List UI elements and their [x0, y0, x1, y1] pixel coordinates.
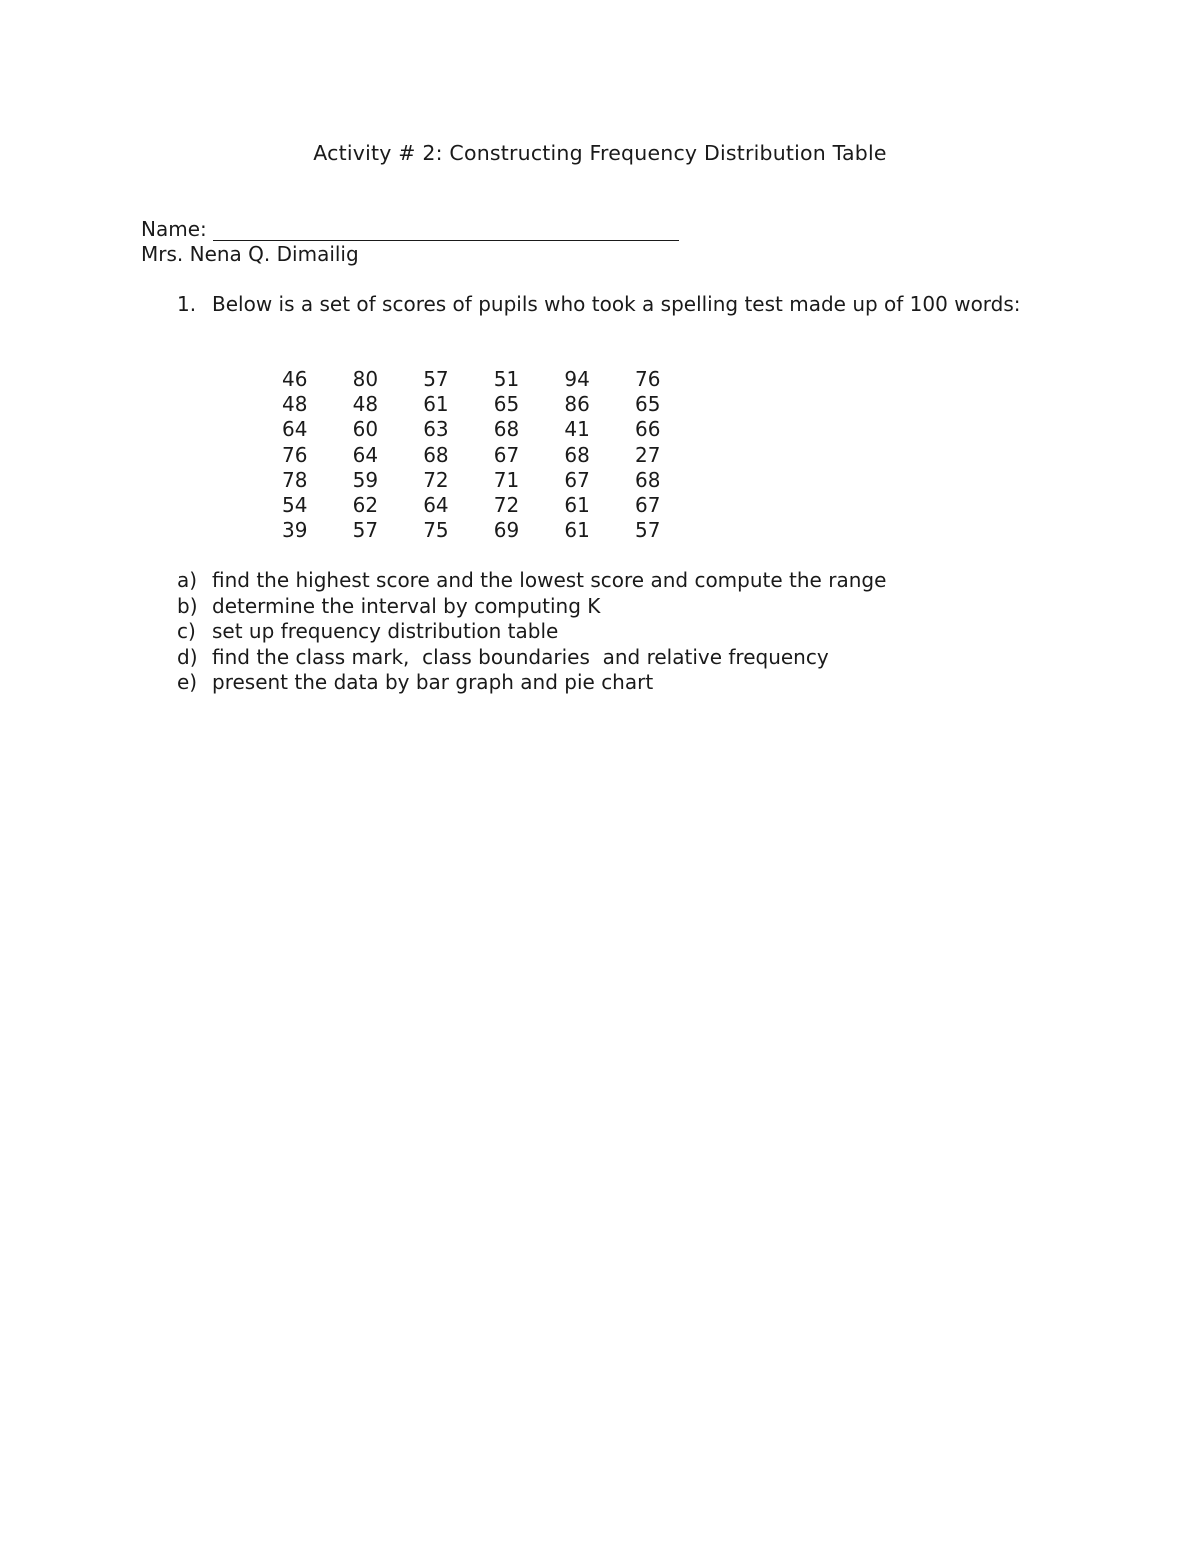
score-cell: 48: [352, 392, 379, 417]
scores-row: [282, 443, 706, 468]
task-letter: d): [177, 644, 198, 669]
score-cell: 67: [564, 467, 590, 492]
score-cell: 71: [493, 467, 520, 492]
score-cell: 41: [564, 417, 590, 442]
task-item: [177, 619, 886, 645]
score-cell: 60: [352, 417, 379, 442]
score-cell: 68: [423, 442, 449, 467]
score-cell: 72: [493, 492, 520, 517]
task-text: find the highest score and the lowest score and compute the range: [212, 568, 887, 592]
score-cell: 61: [564, 492, 590, 517]
score-cell: 68: [493, 417, 520, 442]
score-cell: 75: [423, 518, 449, 543]
scores-row: [282, 468, 706, 493]
score-cell: 57: [352, 518, 379, 543]
task-text: find the class mark, class boundaries and relative frequency: [212, 644, 829, 669]
score-cell: 59: [352, 467, 379, 492]
score-cell: 46: [282, 367, 308, 391]
task-item: [177, 645, 886, 671]
score-cell: 64: [423, 492, 449, 517]
task-item: [177, 670, 886, 696]
scores-row: [282, 392, 706, 417]
score-cell: 66: [634, 417, 661, 442]
score-cell: 68: [564, 442, 590, 467]
score-cell: 61: [423, 392, 449, 417]
task-item: [177, 594, 886, 620]
score-cell: 76: [282, 442, 308, 467]
task-list: [177, 568, 886, 696]
score-cell: 94: [564, 367, 590, 391]
score-cell: 72: [423, 467, 449, 492]
scores-row: [282, 417, 706, 442]
name-label: Name:: [141, 217, 207, 241]
task-item: [177, 568, 886, 594]
score-cell: 69: [493, 518, 520, 543]
question-number: 1.: [177, 292, 197, 316]
score-cell: 67: [493, 442, 520, 467]
score-cell: 65: [634, 392, 661, 417]
task-text: set up frequency distribution table: [212, 619, 559, 643]
score-cell: 68: [634, 467, 661, 492]
page-title: Activity # 2: Constructing Frequency Distribution Table: [313, 141, 887, 165]
score-cell: 65: [493, 392, 520, 417]
score-cell: 51: [493, 367, 520, 391]
scores-row: [282, 518, 706, 543]
task-letter: b): [177, 593, 198, 618]
score-cell: 78: [282, 467, 308, 492]
score-cell: 54: [282, 492, 308, 517]
scores-row: [282, 367, 706, 392]
name-field-row: [141, 217, 679, 241]
task-letter: c): [177, 619, 196, 643]
score-cell: 67: [634, 492, 661, 517]
score-cell: 64: [352, 442, 379, 467]
name-blank-line: [213, 218, 679, 241]
task-text: present the data by bar graph and pie chart: [212, 670, 654, 694]
score-cell: 63: [423, 417, 449, 442]
score-cell: 27: [634, 442, 661, 467]
score-cell: 62: [352, 492, 379, 517]
task-letter: e): [177, 670, 198, 694]
task-letter: a): [177, 568, 198, 592]
score-cell: 57: [423, 367, 449, 391]
score-cell: 64: [282, 417, 308, 442]
score-cell: 76: [634, 367, 661, 391]
score-cell: 61: [564, 518, 590, 543]
question-text: Below is a set of scores of pupils who took a spelling test made up of 100 words:: [212, 292, 1021, 316]
task-text: determine the interval by computing K: [212, 593, 601, 618]
score-cell: 86: [564, 392, 590, 417]
score-cell: 39: [282, 518, 308, 543]
scores-row: [282, 493, 706, 518]
scores-table: [282, 367, 706, 543]
score-cell: 48: [282, 392, 308, 417]
teacher-name: Mrs. Nena Q. Dimailig: [141, 242, 359, 266]
score-cell: 57: [634, 518, 661, 543]
score-cell: 80: [352, 367, 379, 391]
